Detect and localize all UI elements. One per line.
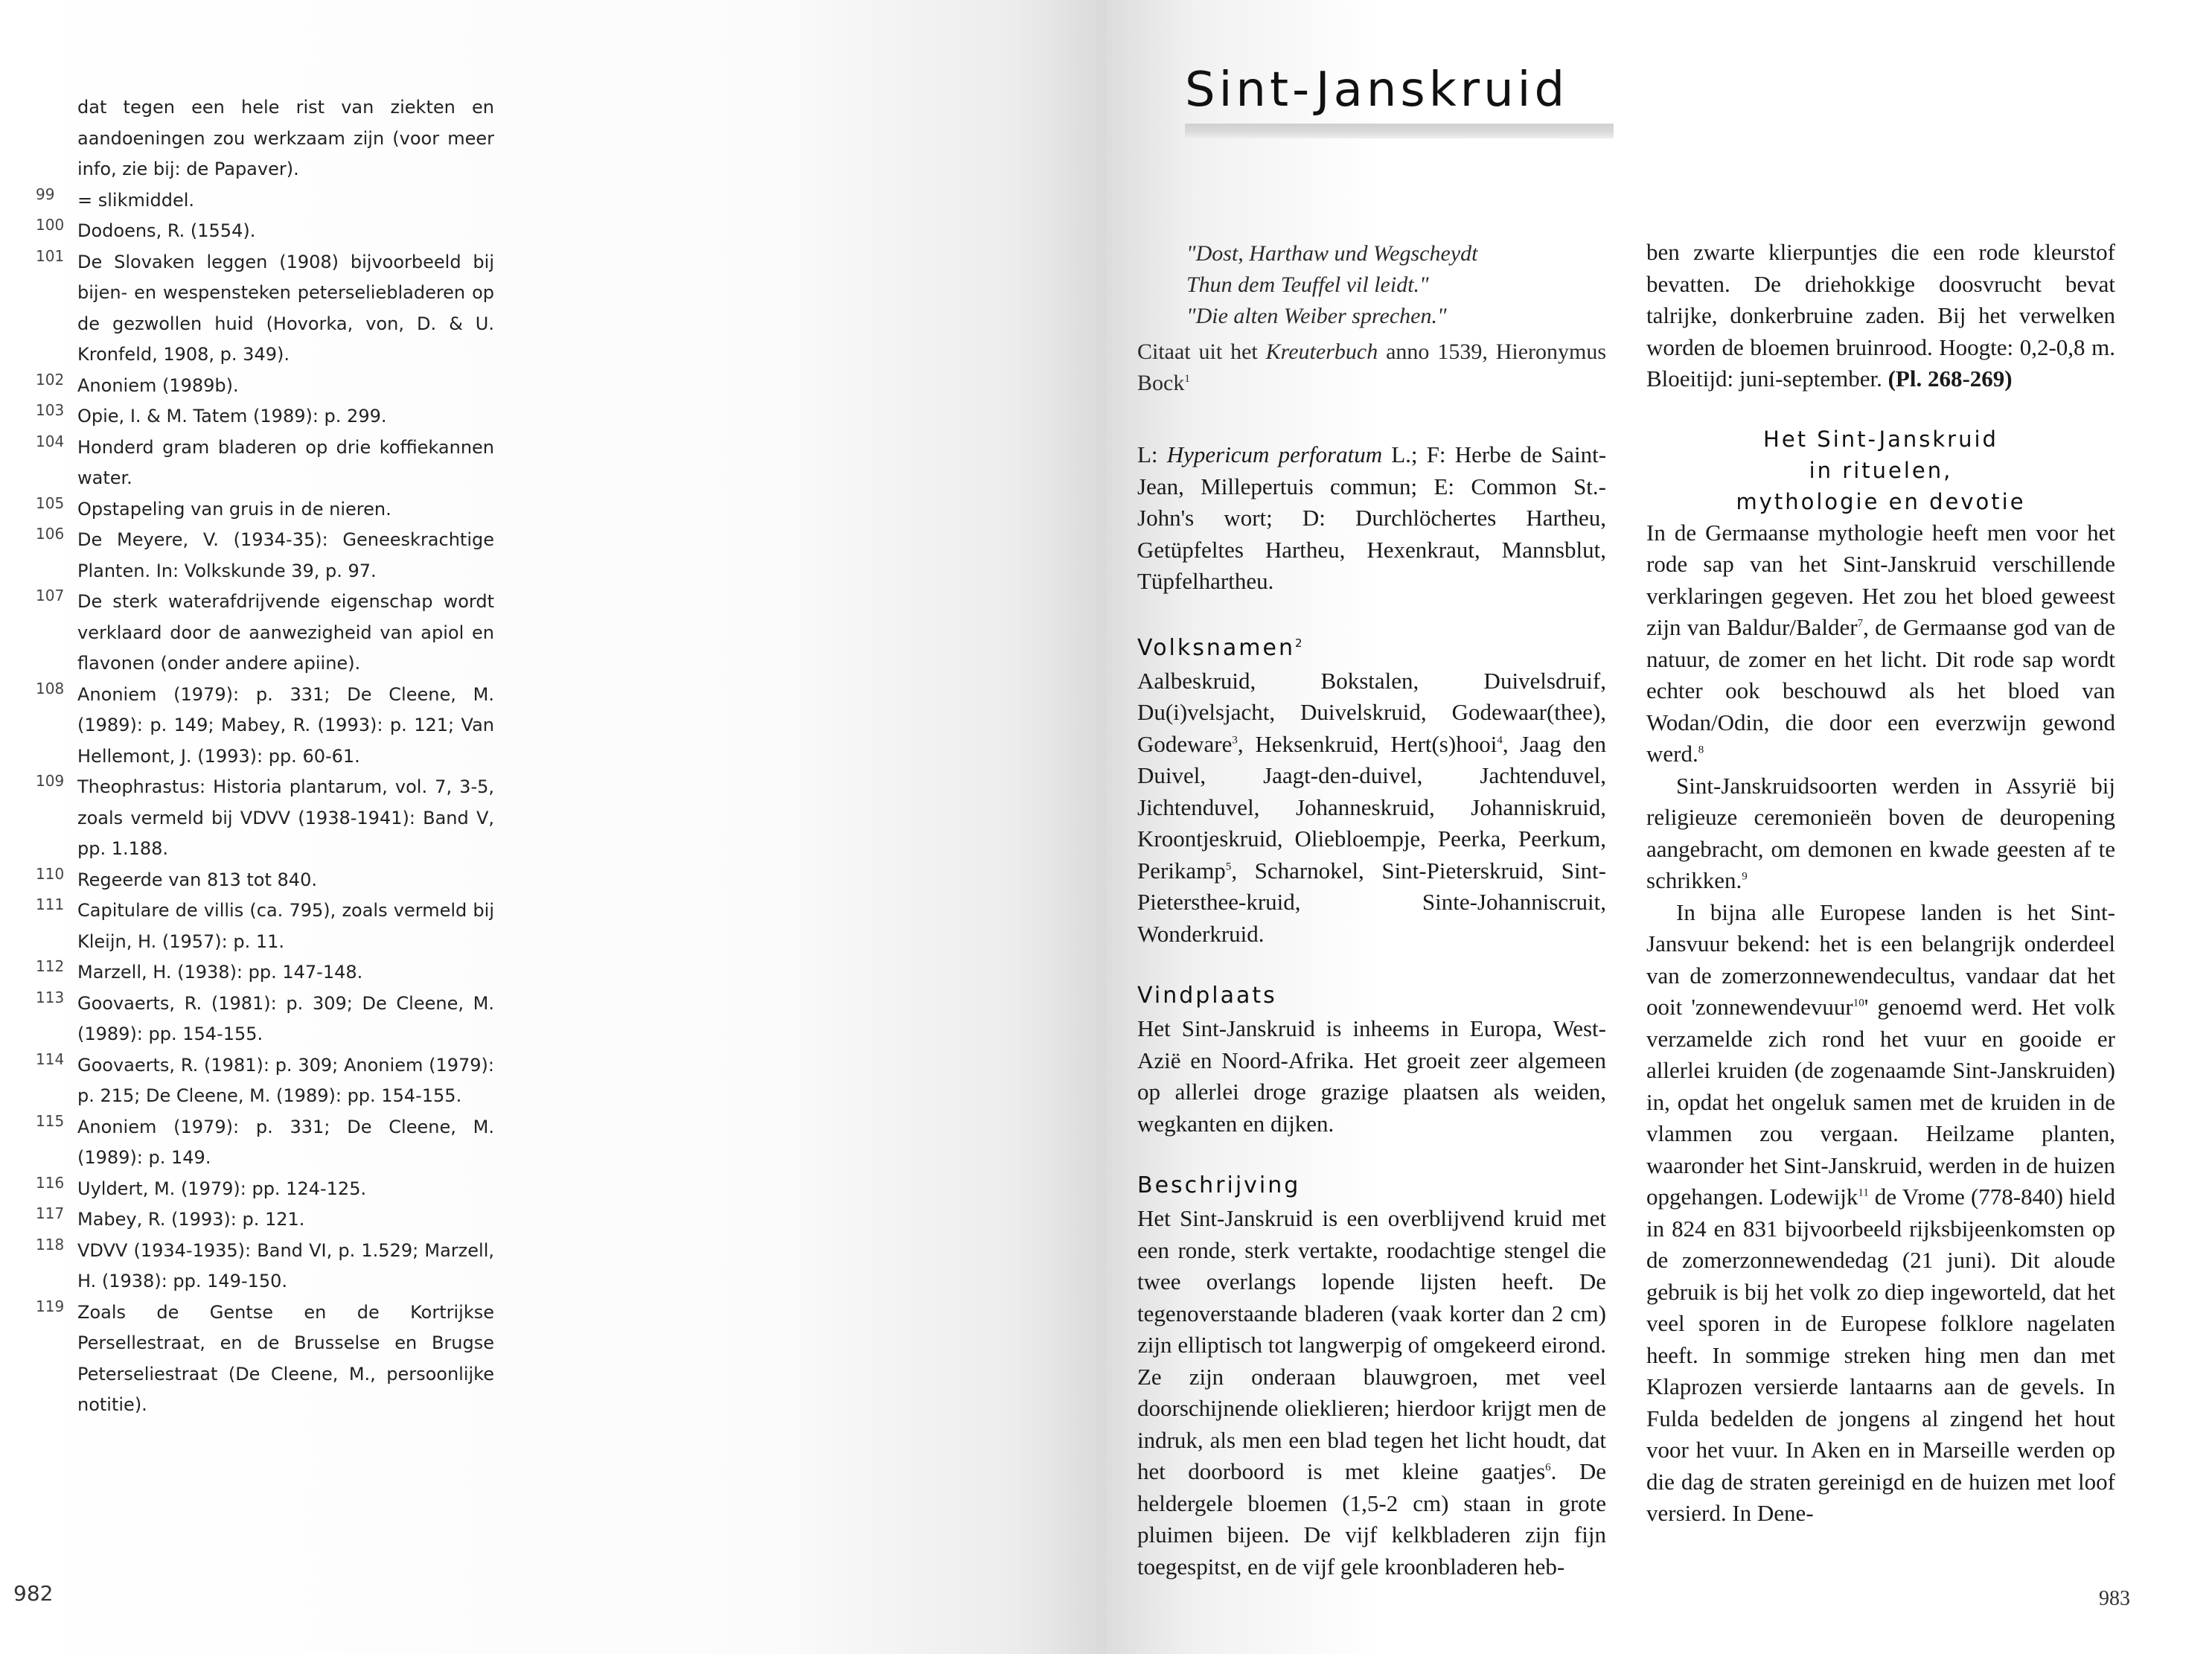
footnote-number: 106 — [36, 525, 65, 543]
beschrijving-text: Het Sint-Janskruid is een overblijvend kruid met een ronde, sterk vertakte, roodachtige stengel die twee overlangs lopende lijsten heeft. De tegenoverstaande bladeren (vaak korter dan 2 cm) zijn elliptisch tot langwerpig of omgekeerd eirond. Ze zijn onderaan blauwgroen, met veel doorschijnende olieklieren; hierdoor krijgt men de indruk, als men een blad tegen het licht houdt, dat het doorboord is met kleine gaatjes$^6$. De heldergele bloemen (1,5-2 cm) staan in grote pluimen bijeen. De vijf kelkbladeren zijn fijn toegespitst, en de vijf gele kroonbladeren heb- — [1137, 1205, 1606, 1580]
text-column-right — [1646, 237, 2115, 1530]
footnote-item — [0, 216, 1106, 247]
footnote-text: Marzell, H. (1938): pp. 147-148. — [77, 962, 363, 983]
footnote-text: De Slovaken leggen (1908) bijvoorbeeld bij bijen- en wespensteken peterseliebladeren op de gezwollen huid (Hovorka, von, D. & U. Kronfeld, 1908, p. 349). — [77, 251, 494, 365]
footnote-number: 103 — [36, 401, 65, 419]
footnote-item — [0, 92, 1106, 185]
footnote-text: Mabey, R. (1993): p. 121. — [77, 1209, 305, 1230]
footnote-number: 117 — [36, 1204, 65, 1222]
footnotes-list — [0, 92, 1106, 1421]
footnote-text: Dodoens, R. (1554). — [77, 220, 256, 241]
mythologie-paragraph: In de Germaanse mythologie heeft men voor het rode sap van het Sint-Janskruid verschillende verklaringen gegeven. Het zou het bloed geweest zijn van Baldur/Balder$^7$, de Germaanse god van de natuur, de zomer en het licht. Dit rode sap wordt echter ook beschouwd als het bloed van Wodan/Odin, die door een everzwijn gewond werd.$^8$ — [1646, 519, 2115, 767]
footnote-text: Opie, I. & M. Tatem (1989): p. 299. — [77, 406, 387, 427]
footnote-number: 114 — [36, 1050, 65, 1068]
footnote-item — [0, 185, 1106, 217]
footnote-text: Honderd gram bladeren op drie koffiekannen water. — [77, 436, 494, 488]
footnote-number: 113 — [36, 988, 65, 1006]
mythologie-paragraph: In bijna alle Europese landen is het Sint-Jansvuur bekend: het is een belangrijk onderdeel van de zomerzonnewendecultus, vandaar dat het ooit 'zonnewendevuur$^{10}$' genoemd werd. Het volk verzamelde zich rond het vuur en gooide er allerlei kruiden (de zogenaamde Sint-Janskruiden) in, opdat het ongeluk samen met de kruiden in de vlammen zou vergaan. Heilzame planten, waaronder het Sint-Janskruid, werden in de huizen opgehangen. Lodewijk$^{11}$ de Vrome (778-840) hield in 824 en 831 bijvoorbeeld rijksbijeenkomsten op de zomerzonnewendedag (21 juni). Dit aloude gebruik is bij het volk zo diep ingeworteld, dat het veel sporen in de Europese folklore nagelaten heeft. In sommige streken hing men dan met Klaprozen versierde lantaarns aan de gevels. In Fulda bedelden de jongens al zingend het hout voor het vuur. In Aken en in Marseille werden op die dag de straten gereinigd en de huizen met loof versierd. In Dene- — [1646, 898, 2115, 1526]
footnote-number: 119 — [36, 1297, 65, 1315]
footnote-number: 102 — [36, 370, 65, 389]
footnote-item — [0, 1112, 1106, 1174]
footnote-item — [0, 1204, 1106, 1236]
footnote-number: 112 — [36, 957, 65, 975]
footnote-item — [0, 1050, 1106, 1112]
footnote-text: Anoniem (1979): p. 331; De Cleene, M. (1989): p. 149. — [77, 1116, 494, 1168]
page-number-left: 982 — [13, 1581, 54, 1606]
volksnamen-text: Aalbeskruid, Bokstalen, Duivelsdruif, Du(i)velsjacht, Duivelskruid, Godewaar(thee), Godeware$^3$, Heksenkruid, Hert(s)hooi$^4$, Jaag den Duivel, Jaagt-den-duivel, Jachtenduvel, Jichtenduvel, Johanneskruid, Johanniskruid, Kroontjeskruid, Oliebloempje, Peerka, Peerkum, Perikamp$^5$, Scharnokel, Sint-Pieterskruid, Sint-Pietersthee-kruid, Sinte-Johanniscruit, Wonderkruid. — [1137, 667, 1607, 947]
quote-line: "Die alten Weiber sprechen." — [1186, 304, 1447, 328]
page-number-right: 983 — [2099, 1587, 2130, 1610]
vindplaats-text: Het Sint-Janskruid is inheems in Europa, West-Azië en Noord-Afrika. Het groeit zeer algemeen op allerlei droge grazige plaatsen als weiden, wegkanten en dijken. — [1137, 1015, 1606, 1137]
footnote-number: 100 — [36, 216, 65, 234]
footnote-item — [0, 1297, 1106, 1421]
footnote-text: De Meyere, V. (1934-35): Geneeskrachtige Planten. In: Volkskunde 39, p. 97. — [77, 529, 494, 581]
footnote-number: 115 — [36, 1111, 65, 1130]
footnote-number: 105 — [36, 494, 65, 512]
beschrijving-continued: ben zwarte klierpuntjes die een rode kleurstof bevatten. De driehokkige doosvrucht bevat talrijke, donkerbruine zaden. Bij het verwelken worden de bloemen bruinrood. Hoogte: 0,2-0,8 m. Bloeitijd: juni-september. (Pl. 268-269) — [1646, 239, 2115, 392]
footnote-text: Capitulare de villis (ca. 795), zoals vermeld bij Kleijn, H. (1957): p. 11. — [77, 900, 494, 952]
footnote-text: Theophrastus: Historia plantarum, vol. 7, 3-5, zoals vermeld bij VDVV (1938-1941): Band V, pp. 1.188. — [77, 776, 494, 859]
footnote-number: 116 — [36, 1173, 65, 1192]
footnote-number: 104 — [36, 432, 65, 450]
footnote-text: Regeerde van 813 tot 840. — [77, 869, 317, 890]
footnote-number: 110 — [36, 864, 65, 883]
footnote-item — [0, 989, 1106, 1050]
footnote-item — [0, 401, 1106, 432]
text-column-left — [1137, 238, 1606, 1583]
footnote-number: 107 — [36, 587, 65, 604]
footnote-number: 101 — [36, 246, 65, 265]
footnote-number: 109 — [36, 772, 65, 790]
footnote-item — [0, 432, 1106, 494]
page-title: Sint-Janskruid — [1185, 63, 1569, 118]
footnote-item — [0, 1174, 1106, 1205]
footnote-text: VDVV (1934-1935): Band VI, p. 1.529; Marzell, H. (1938): pp. 149-150. — [77, 1239, 494, 1291]
title-underline-rule — [1185, 124, 1614, 138]
footnote-item — [0, 1236, 1106, 1297]
footnote-number: 118 — [36, 1235, 65, 1254]
footnote-item — [0, 525, 1106, 587]
footnote-item — [0, 587, 1106, 680]
footnote-number: 111 — [36, 895, 65, 913]
footnote-item — [0, 865, 1106, 896]
footnote-text: = slikmiddel. — [77, 189, 195, 211]
plate-reference: (Pl. 268-269) — [1887, 365, 2013, 392]
footnote-item — [0, 494, 1106, 526]
footnote-item — [0, 957, 1106, 989]
quote-line: "Dost, Harthaw und Wegscheydt — [1186, 241, 1478, 266]
section-heading-vindplaats: Vindplaats — [1137, 983, 1277, 1009]
footnote-text: Zoals de Gentse en de Kortrijkse Persellestraat, en de Brusselse en Brugse Peterseliestraat (De Cleene, M., persoonlijke notitie). — [77, 1301, 494, 1415]
section-heading-mythologie: Het Sint-Janskruid in rituelen, mythologie en devotie — [1736, 426, 2026, 514]
footnote-item — [0, 772, 1106, 865]
footnote-text: De sterk waterafdrijvende eigenschap wordt verklaard door de aanwezigheid van apiol en flavonen (onder andere apiine). — [77, 591, 494, 674]
section-heading-volksnamen: Volksnamen$^2$ — [1137, 634, 1305, 661]
footnote-item — [0, 247, 1106, 371]
footnote-number: 108 — [36, 679, 65, 697]
latin-and-foreign-names: L: Hypericum perforatum L.; F: Herbe de Saint-Jean, Millepertuis commun; E: Common St.-John's wort; D: Durchlöchertes Hartheu, Getüpfeltes Hartheu, Hexenkraut, Mannsblut, Tüpfelhartheu. — [1137, 441, 1607, 594]
footnote-text: Opstapeling van gruis in de nieren. — [77, 498, 391, 520]
quote-line: Thun dem Teuffel vil leidt." — [1186, 272, 1429, 297]
footnote-number: 99 — [36, 185, 55, 203]
footnote-item — [0, 371, 1106, 402]
footnote-text: Goovaerts, R. (1981): p. 309; Anoniem (1979): p. 215; De Cleene, M. (1989): pp. 154-155. — [77, 1054, 494, 1106]
footnote-item — [0, 895, 1106, 957]
footnote-text: Goovaerts, R. (1981): p. 309; De Cleene, M. (1989): pp. 154-155. — [77, 992, 494, 1044]
quote-citation: Citaat uit het Kreuterbuch anno 1539, Hieronymus Bock$^1$ — [1137, 339, 1607, 395]
footnote-text: Uyldert, M. (1979): pp. 124-125. — [77, 1178, 367, 1199]
footnote-text: Anoniem (1989b). — [77, 374, 239, 396]
mythologie-paragraph: Sint-Janskruidsoorten werden in Assyrië bij religieuze ceremonieën boven de deuropening aangebracht, om demonen en kwade geesten af te schrikken.$^9$ — [1646, 772, 2115, 893]
footnote-text: dat tegen een hele rist van ziekten en aandoeningen zou werkzaam zijn (voor meer info, zie bij: de Papaver). — [77, 97, 494, 179]
footnote-text: Anoniem (1979): p. 331; De Cleene, M. (1989): p. 149; Mabey, R. (1993): p. 121; Van Hellemont, J. (1993): pp. 60-61. — [77, 683, 494, 767]
section-heading-beschrijving: Beschrijving — [1137, 1172, 1301, 1198]
footnote-item — [0, 680, 1106, 773]
